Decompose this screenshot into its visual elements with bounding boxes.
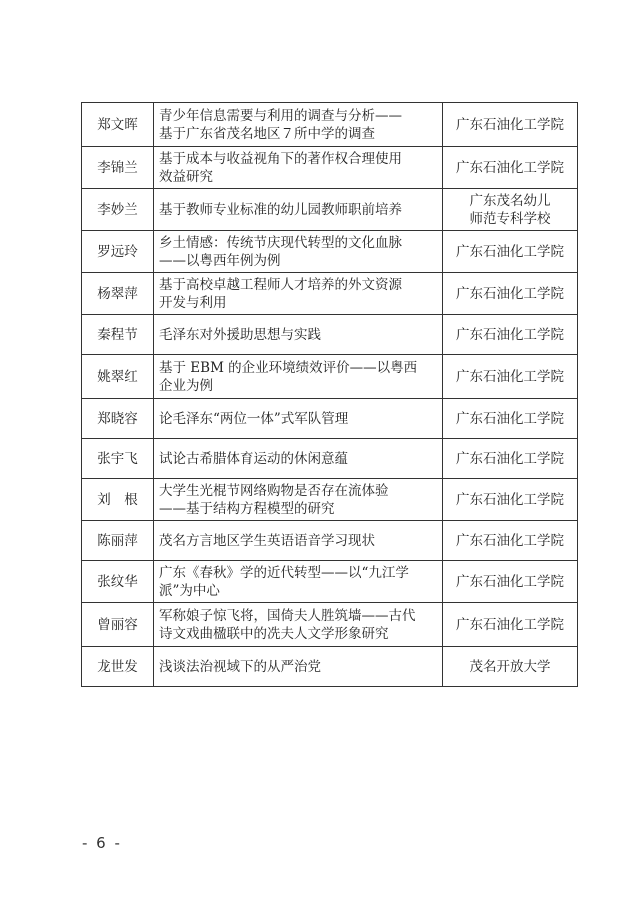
institution-line: 广东石油化工学院 (456, 116, 564, 133)
institution-cell (443, 189, 578, 231)
paper-title-line: ——基于结构方程模型的研究 (159, 500, 335, 517)
author-name-cell (82, 647, 154, 687)
paper-title-cell (154, 147, 443, 189)
author-name-cell (82, 399, 154, 439)
table-row (82, 273, 578, 315)
author-name-cell (82, 521, 154, 561)
institution-cell (443, 399, 578, 439)
institution-cell (443, 561, 578, 603)
institution-line: 广东石油化工学院 (456, 616, 564, 633)
author-name: 罗远玲 (97, 243, 138, 260)
award-list-table (81, 102, 578, 687)
paper-title-line: 试论古希腊体育运动的休闲意蕴 (159, 450, 348, 467)
paper-title-cell (154, 561, 443, 603)
table-row (82, 439, 578, 479)
paper-title-line: 大学生光棍节网络购物是否存在流体验 (159, 482, 389, 499)
table-row (82, 479, 578, 521)
table-row (82, 231, 578, 273)
table-row (82, 603, 578, 647)
author-name-cell (82, 103, 154, 147)
institution-cell (443, 273, 578, 315)
paper-title-line: 基于教师专业标准的幼儿园教师职前培养 (159, 201, 402, 218)
author-name: 张纹华 (97, 573, 138, 590)
paper-title-line: 基于高校卓越工程师人才培养的外文资源 (159, 276, 402, 293)
paper-title-line: 茂名方言地区学生英语语音学习现状 (159, 532, 375, 549)
institution-line: 广东石油化工学院 (456, 532, 564, 549)
author-name-cell (82, 315, 154, 355)
page-number: - 6 - (82, 834, 122, 852)
author-name: 龙世发 (97, 658, 138, 675)
institution-cell (443, 603, 578, 647)
author-name-cell (82, 439, 154, 479)
paper-title-cell (154, 315, 443, 355)
author-name-cell (82, 231, 154, 273)
author-name: 姚翠红 (97, 368, 138, 385)
author-name: 曾丽容 (97, 616, 138, 633)
paper-title-cell (154, 479, 443, 521)
table-row (82, 561, 578, 603)
paper-title-line: 军称娘子惊飞将，国倚夫人胜筑墙——古代 (159, 607, 416, 624)
author-name-cell (82, 355, 154, 399)
paper-title-line: 企业为例 (159, 377, 213, 394)
author-name: 刘 根 (97, 491, 138, 508)
author-name-cell (82, 603, 154, 647)
paper-title-cell (154, 399, 443, 439)
paper-title-line: 浅谈法治视域下的从严治党 (159, 658, 321, 675)
institution-cell (443, 147, 578, 189)
paper-title-line: 派”为中心 (159, 582, 220, 599)
institution-line: 广东石油化工学院 (456, 450, 564, 467)
paper-title-cell (154, 647, 443, 687)
paper-title-line: 毛泽东对外援助思想与实践 (159, 326, 321, 343)
author-name: 郑文晖 (97, 116, 138, 133)
institution-cell (443, 103, 578, 147)
table-row (82, 647, 578, 687)
table-row (82, 103, 578, 147)
institution-line: 广东石油化工学院 (456, 573, 564, 590)
institution-cell (443, 479, 578, 521)
paper-title-line: 广东《春秋》学的近代转型——以“九江学 (159, 564, 409, 581)
paper-title-cell (154, 355, 443, 399)
institution-cell (443, 647, 578, 687)
paper-title-cell (154, 603, 443, 647)
author-name-cell (82, 147, 154, 189)
institution-line: 广东石油化工学院 (456, 243, 564, 260)
author-name: 郑晓容 (97, 410, 138, 427)
paper-title-cell (154, 273, 443, 315)
author-name-cell (82, 273, 154, 315)
paper-title-cell (154, 439, 443, 479)
author-name: 张宇飞 (97, 450, 138, 467)
institution-line: 师范专科学校 (469, 210, 551, 227)
paper-title-cell (154, 103, 443, 147)
institution-cell (443, 439, 578, 479)
author-name: 秦程节 (97, 326, 138, 343)
author-name: 李妙兰 (97, 201, 138, 218)
paper-title-line: 效益研究 (159, 168, 213, 185)
table-row (82, 315, 578, 355)
paper-title-line: 乡土情感：传统节庆现代转型的文化血脉 (159, 234, 402, 251)
paper-title-line: 基于广东省茂名地区７所中学的调查 (159, 125, 375, 142)
paper-title-cell (154, 189, 443, 231)
institution-line: 广东石油化工学院 (456, 285, 564, 302)
paper-title-cell (154, 231, 443, 273)
table-row (82, 399, 578, 439)
author-name-cell (82, 561, 154, 603)
institution-cell (443, 315, 578, 355)
paper-title-line: ——以粤西年例为例 (159, 252, 281, 269)
institution-line: 茂名开放大学 (469, 658, 551, 675)
table-row (82, 147, 578, 189)
author-name-cell (82, 189, 154, 231)
institution-line: 广东石油化工学院 (456, 368, 564, 385)
paper-title-line: 论毛泽东“两位一体”式军队管理 (159, 410, 349, 427)
institution-line: 广东石油化工学院 (456, 410, 564, 427)
paper-title-line: 基于成本与收益视角下的著作权合理使用 (159, 150, 402, 167)
institution-line: 广东石油化工学院 (456, 491, 564, 508)
table-row (82, 521, 578, 561)
author-name: 杨翠萍 (97, 285, 138, 302)
institution-line: 广东石油化工学院 (456, 326, 564, 343)
institution-cell (443, 521, 578, 561)
institution-line: 广东茂名幼儿 (469, 192, 551, 209)
table-row (82, 189, 578, 231)
institution-line: 广东石油化工学院 (456, 159, 564, 176)
author-name-cell (82, 479, 154, 521)
table-row (82, 355, 578, 399)
table-body (82, 103, 578, 687)
paper-title-cell (154, 521, 443, 561)
paper-title-line: 青少年信息需要与利用的调查与分析—— (159, 107, 402, 124)
author-name: 李锦兰 (97, 159, 138, 176)
paper-title-line: 开发与利用 (159, 294, 227, 311)
paper-title-line: 基于 EBM 的企业环境绩效评价——以粤西 (159, 359, 418, 376)
institution-cell (443, 355, 578, 399)
paper-title-line: 诗文戏曲楹联中的冼夫人文学形象研究 (159, 625, 389, 642)
author-name: 陈丽萍 (97, 532, 138, 549)
institution-cell (443, 231, 578, 273)
